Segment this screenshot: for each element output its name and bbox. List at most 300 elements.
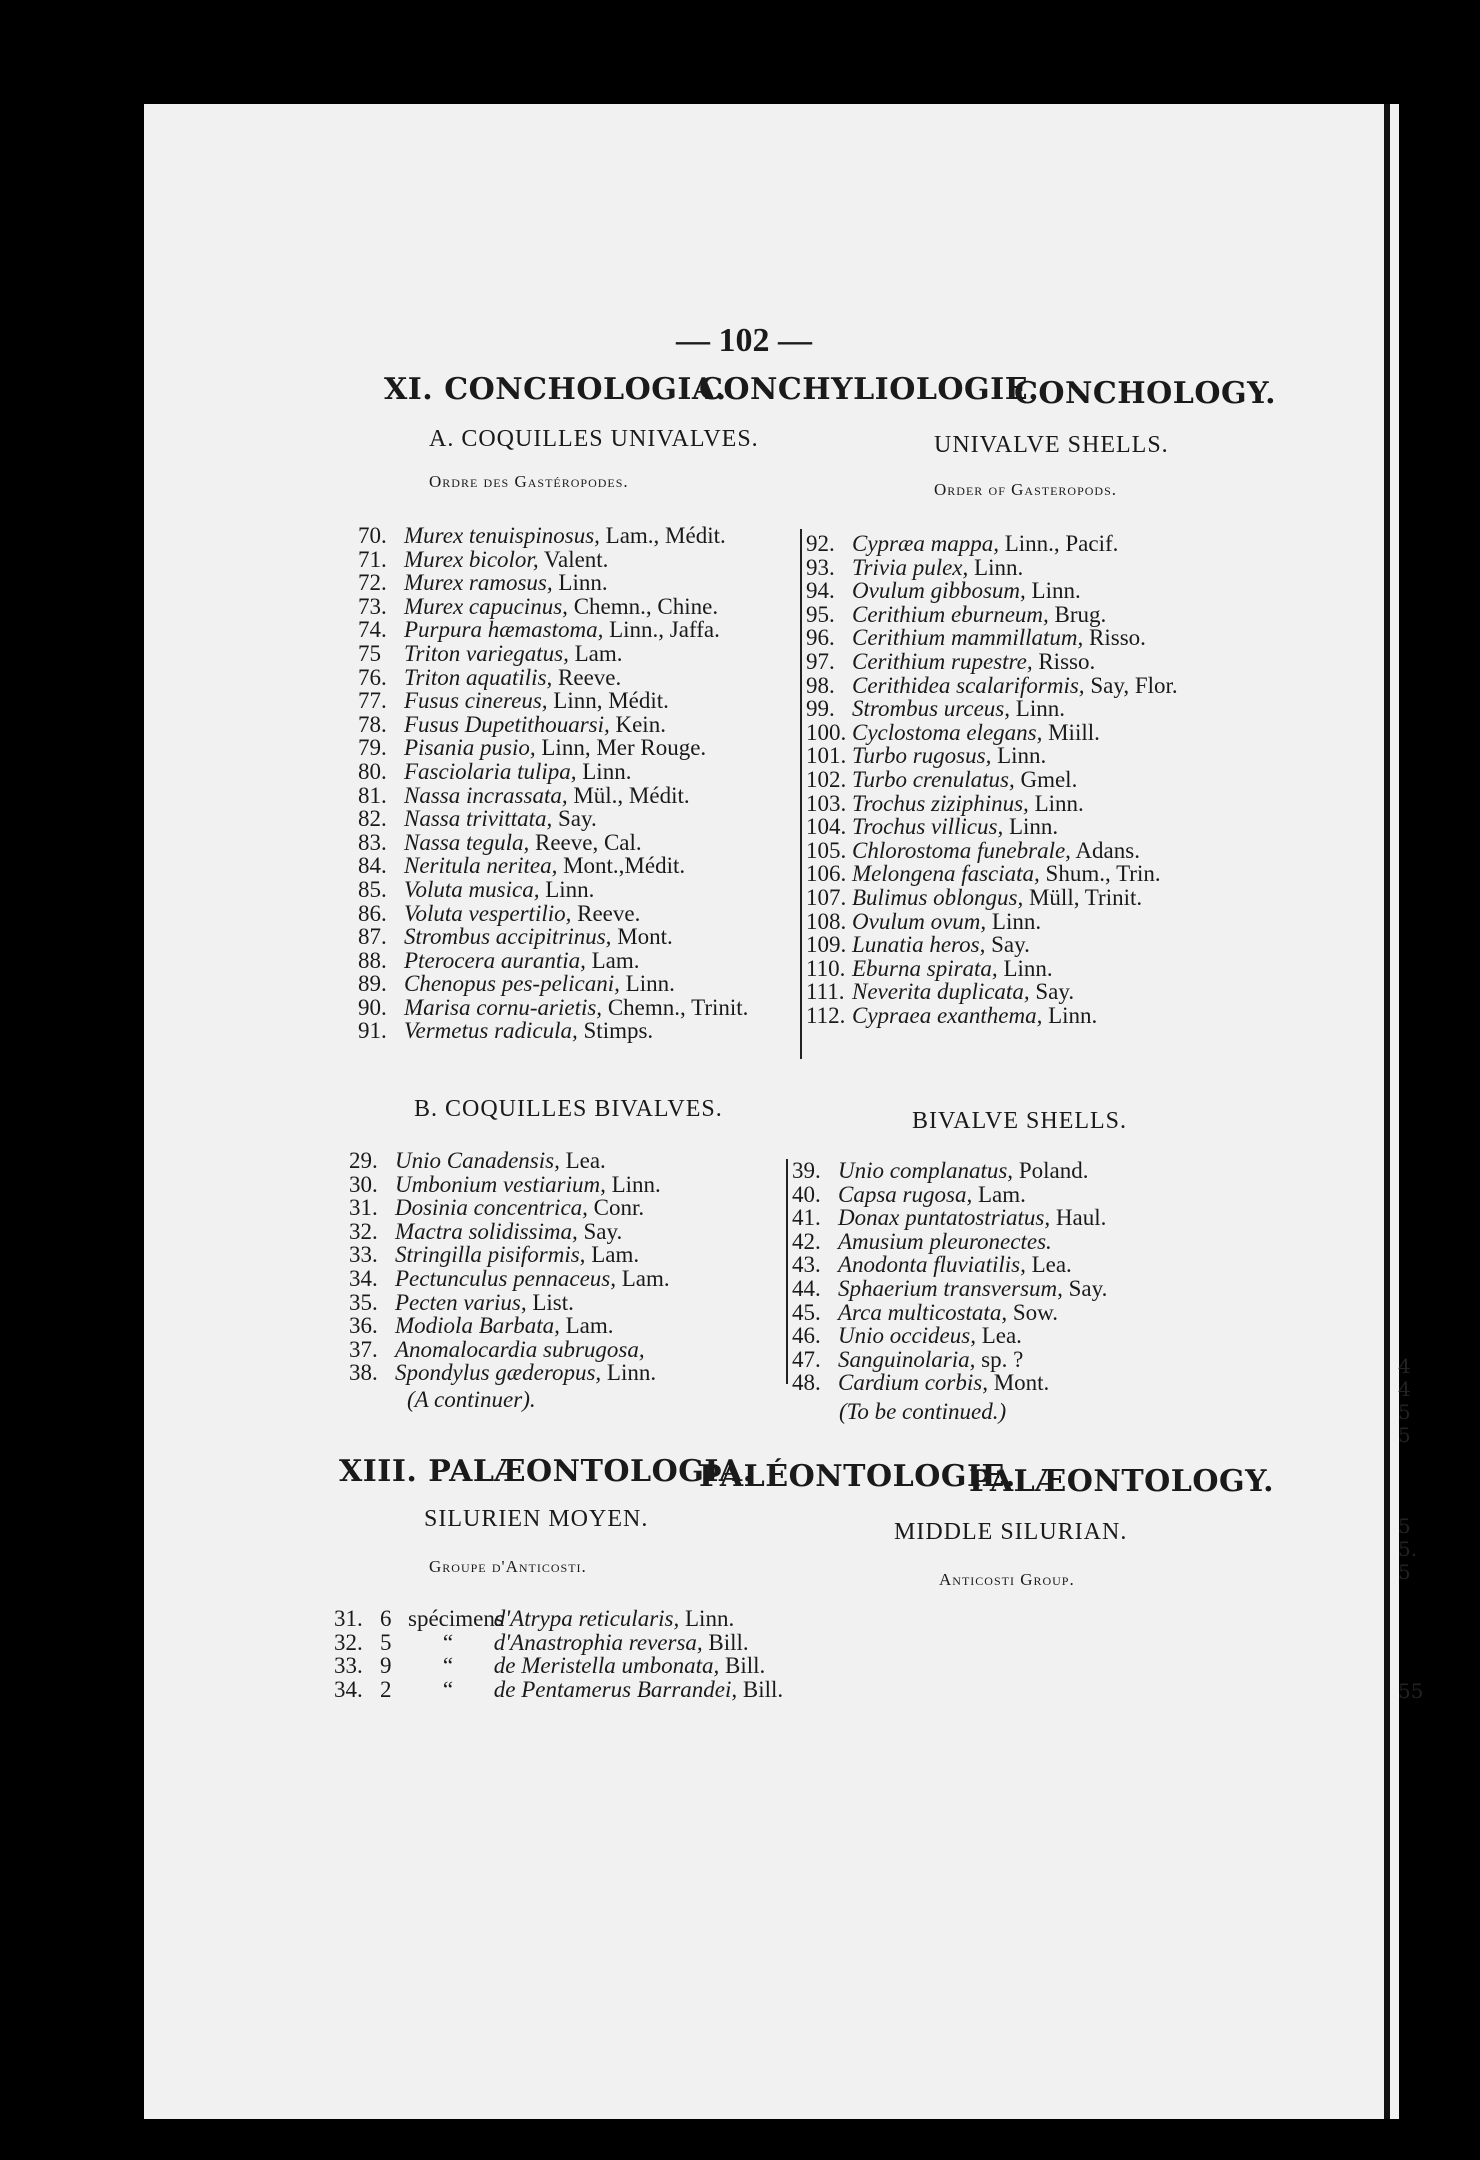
entry-number: 96. — [806, 625, 835, 651]
authority: Müll, Trinit. — [1028, 884, 1143, 910]
species-name: Pisania pusio, — [404, 735, 536, 761]
entry-number: 95. — [806, 601, 835, 627]
species-name: Cyclostoma elegans, — [852, 719, 1043, 745]
species-name: Pectunculus pennaceus, — [395, 1265, 616, 1291]
species-name: Cypraea exanthema, — [852, 1002, 1043, 1028]
species-name: Strombus accipitrinus, — [404, 924, 612, 950]
species-name: Melongena fasciata, — [852, 861, 1040, 887]
univalve-entry — [806, 886, 1178, 910]
silurian-title-fr: SILURIEN MOYEN. — [424, 1506, 649, 1532]
univalve-entry — [806, 579, 1178, 603]
entry-number: 81. — [358, 782, 387, 808]
specimen-prefix: “ — [442, 1653, 454, 1679]
univalve-entry — [358, 925, 748, 949]
section-heading-latin: XI. CONCHOLOGIA. — [384, 372, 727, 407]
clip-text: 4 — [1398, 1377, 1411, 1401]
authority: Linn. — [1003, 955, 1053, 981]
species-name: Trivia pulex, — [852, 554, 969, 580]
univalve-entry — [806, 957, 1178, 981]
bivalve-entry — [792, 1206, 1107, 1230]
bivalve-entry — [349, 1267, 670, 1291]
species-name: Bulimus oblongus, — [852, 884, 1024, 910]
authority: Linn. — [1008, 814, 1059, 840]
species-name: Chenopus pes-pelicani, — [404, 971, 620, 997]
bivalve-entry — [792, 1371, 1107, 1395]
entry-number: 76. — [358, 664, 387, 690]
authority: Bill. — [708, 1629, 749, 1655]
bivalve-entry — [349, 1149, 670, 1173]
univalve-entry — [358, 807, 748, 831]
entry-number: 107. — [806, 884, 847, 910]
column-divider — [800, 529, 802, 1059]
univalve-entry — [358, 642, 748, 666]
entry-number: 32. — [349, 1218, 378, 1244]
entry-number: 108. — [806, 908, 847, 934]
authority: Lam. — [977, 1181, 1026, 1207]
species-name: Umbonium vestiarium, — [395, 1171, 606, 1197]
palaeo-heading-english: PALÆONTOLOGY. — [969, 1464, 1275, 1499]
entry-number: 33. — [349, 1242, 378, 1268]
entry-number: 45. — [792, 1299, 821, 1325]
palaeo-heading-french: PALÉONTOLOGIE. — [699, 1459, 1016, 1494]
species-name: Vermetus radicula, — [404, 1018, 578, 1044]
authority: Mül., Médit. — [573, 782, 690, 808]
species-name: Fasciolaria tulipa, — [404, 758, 577, 784]
authority: Linn. — [582, 758, 632, 784]
authority: Risso. — [1038, 648, 1096, 674]
univalve-entry — [358, 949, 748, 973]
species-name: Trochus villicus, — [852, 814, 1004, 840]
clip-text: 5 — [1398, 1400, 1411, 1424]
authority: Mont. — [993, 1370, 1050, 1396]
entry-number: 29. — [349, 1148, 378, 1173]
univalve-entry — [358, 595, 748, 619]
entry-number: 44. — [792, 1275, 821, 1301]
species-name: Turbo rugosus, — [852, 743, 992, 769]
authority: Linn. — [991, 908, 1042, 934]
authority: Miill. — [1048, 719, 1100, 745]
authority: List. — [532, 1289, 574, 1315]
authority: Chemn., Trinit. — [607, 994, 749, 1020]
entry-number: 110. — [806, 955, 846, 981]
entry-number: 94. — [806, 578, 835, 604]
univalve-entry — [358, 689, 748, 713]
authority: Linn. — [625, 971, 675, 997]
bivalves-title-fr: B. COQUILLES BIVALVES. — [414, 1096, 723, 1122]
species-name: de Pentamerus Barrandei, — [493, 1676, 738, 1702]
specimen-prefix: “ — [442, 1676, 454, 1702]
authority: Mont.,Médit. — [563, 853, 686, 879]
entry-number: 71. — [358, 546, 387, 572]
entry-number: 85. — [358, 876, 387, 902]
univalve-entry — [358, 1019, 748, 1043]
clip-text: 5 — [1398, 1423, 1411, 1447]
entry-number: 36. — [349, 1313, 378, 1339]
bivalve-entry — [792, 1348, 1107, 1372]
authority: Linn., Jaffa. — [609, 617, 720, 643]
univalve-entry — [806, 910, 1178, 934]
species-name: Nassa tegula, — [404, 829, 530, 855]
specimen-count: 5 — [380, 1629, 392, 1655]
univalve-entry — [806, 532, 1178, 556]
bivalve-entry — [349, 1291, 670, 1315]
authority: Risso. — [1089, 625, 1146, 651]
specimen-prefix: “ — [442, 1629, 454, 1655]
species-name: de Meristella umbonata, — [493, 1653, 720, 1679]
entry-number: 97. — [806, 648, 835, 674]
authority: Linn. — [997, 743, 1047, 769]
authority: Say. — [583, 1218, 623, 1244]
entry-number: 80. — [358, 758, 387, 784]
authority: Valent. — [543, 546, 609, 572]
species-name: Nassa incrassata, — [404, 782, 568, 808]
species-name: Fusus Dupetithouarsi, — [404, 711, 610, 737]
univalves-title-en: UNIVALVE SHELLS. — [934, 432, 1169, 458]
species-name: Eburna spirata, — [852, 955, 998, 981]
authority: Linn. — [1034, 790, 1084, 816]
authority: Lam. — [621, 1265, 670, 1291]
univalve-entry — [358, 831, 748, 855]
entry-number: 46. — [792, 1323, 821, 1349]
authority: Haul. — [1055, 1205, 1107, 1231]
section-heading-english: CONCHOLOGY. — [1014, 376, 1277, 411]
authority: Brug. — [1054, 601, 1107, 627]
entry-number: 89. — [358, 971, 387, 997]
univalve-entry — [806, 933, 1178, 957]
bivalves-right-list — [792, 1159, 1107, 1395]
specimen-list — [334, 1607, 783, 1701]
species-name: d'Atrypa reticularis, — [493, 1606, 680, 1631]
species-name: Cypræa mappa, — [852, 531, 999, 556]
authority: Lam. — [574, 640, 623, 666]
clip-text: 5 — [1398, 1560, 1411, 1584]
authority: Reeve. — [577, 900, 641, 926]
species-name: Murex tenuispinosus, — [404, 523, 600, 548]
species-name: Cerithium eburneum, — [852, 601, 1049, 627]
species-name: Sphaerium transversum, — [838, 1275, 1063, 1301]
entry-number: 84. — [358, 853, 387, 879]
univalve-entry — [358, 972, 748, 996]
entry-number: 102. — [806, 766, 847, 792]
specimen-count: 6 — [380, 1606, 392, 1631]
species-name: Turbo crenulatus, — [852, 766, 1015, 792]
entry-number: 30. — [349, 1171, 378, 1197]
species-name: Amusium pleuronectes. — [838, 1228, 1052, 1254]
right-border-rule — [1384, 104, 1390, 2119]
authority: Bill. — [725, 1653, 766, 1679]
adjacent-page-clip — [1394, 104, 1424, 2119]
species-name: Anomalocardia subrugosa, — [395, 1336, 645, 1362]
entry-number: 91. — [358, 1018, 387, 1044]
bivalve-entry — [349, 1314, 670, 1338]
authority: Say. — [991, 932, 1030, 958]
entry-number: 35. — [349, 1289, 378, 1315]
species-name: Pterocera aurantia, — [404, 947, 586, 973]
entry-number: 34. — [349, 1265, 378, 1291]
species-name: Neverita duplicata, — [852, 979, 1030, 1005]
univalve-entry — [358, 571, 748, 595]
bivalve-entry — [792, 1301, 1107, 1325]
entry-number: 93. — [806, 554, 835, 580]
entry-number: 31. — [349, 1195, 378, 1221]
authority: Reeve. — [558, 664, 622, 690]
authority: Mont. — [617, 924, 673, 950]
entry-number: 109. — [806, 932, 847, 958]
species-name: Anodonta fluviatilis, — [838, 1252, 1026, 1278]
univalve-entry — [358, 996, 748, 1020]
species-name: Capsa rugosa, — [838, 1181, 973, 1207]
authority: Poland. — [1018, 1158, 1089, 1183]
entry-number: 82. — [358, 806, 387, 832]
entry-number: 78. — [358, 711, 387, 737]
clip-text: 5 — [1398, 1514, 1411, 1538]
authority: Stimps. — [583, 1018, 654, 1044]
bivalve-entry — [349, 1361, 670, 1385]
univalve-entry — [358, 666, 748, 690]
species-name: Sanguinolaria, — [838, 1346, 976, 1372]
species-name: Dosinia concentrica, — [395, 1195, 588, 1221]
order-en: Order of Gasteropods. — [934, 480, 1117, 499]
species-name: Cardium corbis, — [838, 1370, 988, 1396]
species-name: Murex capucinus, — [404, 593, 568, 619]
authority: Linn. — [1015, 696, 1065, 722]
species-name: Strombus urceus, — [852, 696, 1011, 722]
entry-number: 47. — [792, 1346, 821, 1372]
univalves-left-list — [358, 524, 748, 1043]
authority: Linn, Médit. — [553, 688, 669, 714]
species-name: Trochus ziziphinus, — [852, 790, 1029, 816]
species-name: Arca multicostata, — [838, 1299, 1008, 1325]
species-name: Fusus cinereus, — [404, 688, 548, 714]
species-name: Cerithium rupestre, — [852, 648, 1033, 674]
univalves-title-fr: A. COQUILLES UNIVALVES. — [429, 426, 759, 452]
univalve-entry — [806, 792, 1178, 816]
univalve-entry — [358, 736, 748, 760]
bivalve-entry — [792, 1159, 1107, 1183]
authority: Linn. — [611, 1171, 661, 1197]
bivalve-entry — [792, 1230, 1107, 1254]
entry-number: 40. — [792, 1181, 821, 1207]
species-name: Cerithium mammillatum, — [852, 625, 1084, 651]
entry-number: 88. — [358, 947, 387, 973]
group-fr: Groupe d'Anticosti. — [429, 1557, 587, 1576]
authority: Lam., Médit. — [605, 523, 726, 548]
species-name: Donax puntatostriatus, — [838, 1205, 1051, 1231]
authority: Gmel. — [1020, 766, 1078, 792]
bivalve-entry — [792, 1277, 1107, 1301]
univalve-entry — [358, 548, 748, 572]
univalve-entry — [806, 839, 1178, 863]
species-name: Mactra solidissima, — [395, 1218, 578, 1244]
univalve-entry — [806, 674, 1178, 698]
specimen-entry — [334, 1678, 783, 1702]
entry-number: 39. — [792, 1158, 821, 1183]
species-name: Voluta vespertilio, — [404, 900, 572, 926]
entry-number: 83. — [358, 829, 387, 855]
authority: Say. — [1068, 1275, 1108, 1301]
specimen-entry — [334, 1607, 783, 1631]
authority: Lea. — [565, 1148, 606, 1173]
univalve-entry — [358, 760, 748, 784]
authority: sp. ? — [981, 1346, 1024, 1372]
entry-number: 104. — [806, 814, 847, 840]
species-name: Cerithidea scalariformis, — [852, 672, 1085, 698]
species-name: Modiola Barbata, — [395, 1313, 560, 1339]
authority: Sow. — [1012, 1299, 1058, 1325]
bivalve-entry — [349, 1173, 670, 1197]
entry-number: 87. — [358, 924, 387, 950]
continuation-note-en: (To be continued.) — [839, 1399, 1007, 1424]
species-name: Murex bicolor, — [404, 546, 539, 572]
authority: Bill. — [742, 1676, 784, 1702]
univalve-entry — [806, 603, 1178, 627]
species-name: Stringilla pisiformis, — [395, 1242, 586, 1268]
authority: Linn. — [1048, 1002, 1098, 1028]
authority: Kein. — [615, 711, 666, 737]
entry-number: 72. — [358, 570, 387, 596]
entry-number: 31. — [334, 1606, 363, 1631]
entry-number: 34. — [334, 1676, 363, 1702]
species-name: Murex ramosus, — [404, 570, 553, 596]
authority: Lam. — [591, 947, 640, 973]
univalve-entry — [806, 768, 1178, 792]
entry-number: 37. — [349, 1336, 378, 1362]
univalves-right-list — [806, 532, 1178, 1027]
species-name: Lunatia heros, — [852, 932, 986, 958]
bivalve-entry — [349, 1243, 670, 1267]
authority: Linn. — [558, 570, 608, 596]
entry-number: 90. — [358, 994, 387, 1020]
entry-number: 70. — [358, 523, 387, 548]
species-name: Voluta musica, — [404, 876, 540, 902]
palaeo-heading-latin: XIII. PALÆONTOLOGIA. — [339, 1454, 754, 1489]
entry-number: 103. — [806, 790, 847, 816]
species-name: Triton variegatus, — [404, 640, 569, 666]
group-en: Anticosti Group. — [939, 1570, 1075, 1589]
entry-number: 98. — [806, 672, 835, 698]
entry-number: 105. — [806, 837, 847, 863]
entry-number: 38. — [349, 1360, 378, 1386]
univalve-entry — [806, 815, 1178, 839]
authority: Lam. — [565, 1313, 614, 1339]
authority: Say. — [1035, 979, 1075, 1005]
authority: Linn. — [545, 876, 595, 902]
entry-number: 43. — [792, 1252, 821, 1278]
species-name: Neritula neritea, — [404, 853, 558, 879]
authority: Conr. — [593, 1195, 645, 1221]
bivalve-entry — [792, 1324, 1107, 1348]
authority: Linn., Pacif. — [1004, 531, 1119, 556]
section-heading-french: CONCHYLIOLOGIE. — [699, 372, 1040, 407]
authority: Linn. — [1031, 578, 1081, 604]
specimen-count: 2 — [380, 1676, 392, 1702]
univalve-entry — [806, 697, 1178, 721]
entry-number: 92. — [806, 531, 835, 556]
univalve-entry — [806, 744, 1178, 768]
entry-number: 100. — [806, 719, 847, 745]
authority: Say. — [558, 806, 597, 832]
authority: Shum., Trin. — [1045, 861, 1161, 887]
univalve-entry — [358, 524, 748, 548]
species-name: Unio complanatus, — [838, 1158, 1014, 1183]
order-fr: Ordre des Gastéropodes. — [429, 472, 629, 491]
entry-number: 74. — [358, 617, 387, 643]
bivalves-title-en: BIVALVE SHELLS. — [912, 1108, 1128, 1134]
bivalve-entry — [792, 1183, 1107, 1207]
entry-number: 101. — [806, 743, 847, 769]
species-name: Unio Canadensis, — [395, 1148, 560, 1173]
univalve-entry — [806, 650, 1178, 674]
bivalves-left-list — [349, 1149, 670, 1385]
univalve-entry — [806, 980, 1178, 1004]
authority: Lam. — [591, 1242, 640, 1268]
entry-number: 106. — [806, 861, 847, 887]
univalve-entry — [806, 556, 1178, 580]
authority: Linn. — [974, 554, 1024, 580]
authority: Linn. — [606, 1360, 657, 1386]
species-name: Marisa cornu-arietis, — [404, 994, 603, 1020]
species-name: Nassa trivittata, — [404, 806, 553, 832]
continuation-note-fr: (A continuer). — [407, 1387, 536, 1412]
entry-number: 111. — [806, 979, 845, 1005]
authority: Chemn., Chine. — [573, 593, 719, 619]
authority: Lea. — [981, 1323, 1022, 1349]
species-name: Spondylus gæderopus, — [395, 1360, 602, 1386]
clip-text: 5. — [1398, 1537, 1418, 1561]
specimen-entry — [334, 1631, 783, 1655]
univalve-entry — [806, 862, 1178, 886]
species-name: Ovulum gibbosum, — [852, 578, 1026, 604]
clip-text: 55 — [1398, 1679, 1424, 1703]
univalve-entry — [806, 721, 1178, 745]
species-name: d'Anastrophia reversa, — [493, 1629, 703, 1655]
column-divider-2 — [786, 1159, 788, 1384]
authority: Say, Flor. — [1090, 672, 1178, 698]
clip-text: 4 — [1398, 1354, 1411, 1378]
entry-number: 42. — [792, 1228, 821, 1254]
page-number: — 102 — — [676, 322, 812, 359]
entry-number: 33. — [334, 1653, 363, 1679]
univalve-entry — [358, 784, 748, 808]
species-name: Unio occideus, — [838, 1323, 976, 1349]
entry-number: 73. — [358, 593, 387, 619]
bivalve-entry — [792, 1253, 1107, 1277]
specimen-count: 9 — [380, 1653, 392, 1679]
entry-number: 32. — [334, 1629, 363, 1655]
authority: Linn. — [685, 1606, 735, 1631]
univalve-entry — [358, 878, 748, 902]
entry-number: 112. — [806, 1002, 846, 1028]
authority: Lea. — [1031, 1252, 1072, 1278]
univalve-entry — [358, 713, 748, 737]
specimen-prefix: spécimens — [408, 1606, 504, 1631]
entry-number: 75 — [358, 640, 381, 666]
entry-number: 48. — [792, 1370, 821, 1396]
species-name: Pecten varius, — [395, 1289, 527, 1315]
bivalve-entry — [349, 1338, 670, 1362]
authority: Linn, Mer Rouge. — [541, 735, 707, 761]
entry-number: 41. — [792, 1205, 821, 1231]
silurian-title-en: MIDDLE SILURIAN. — [894, 1519, 1128, 1545]
authority: Adans. — [1075, 837, 1140, 863]
univalve-entry — [358, 854, 748, 878]
univalve-entry — [358, 902, 748, 926]
bivalve-entry — [349, 1220, 670, 1244]
entry-number: 86. — [358, 900, 387, 926]
species-name: Purpura hæmastoma, — [404, 617, 604, 643]
species-name: Ovulum ovum, — [852, 908, 987, 934]
specimen-entry — [334, 1654, 783, 1678]
